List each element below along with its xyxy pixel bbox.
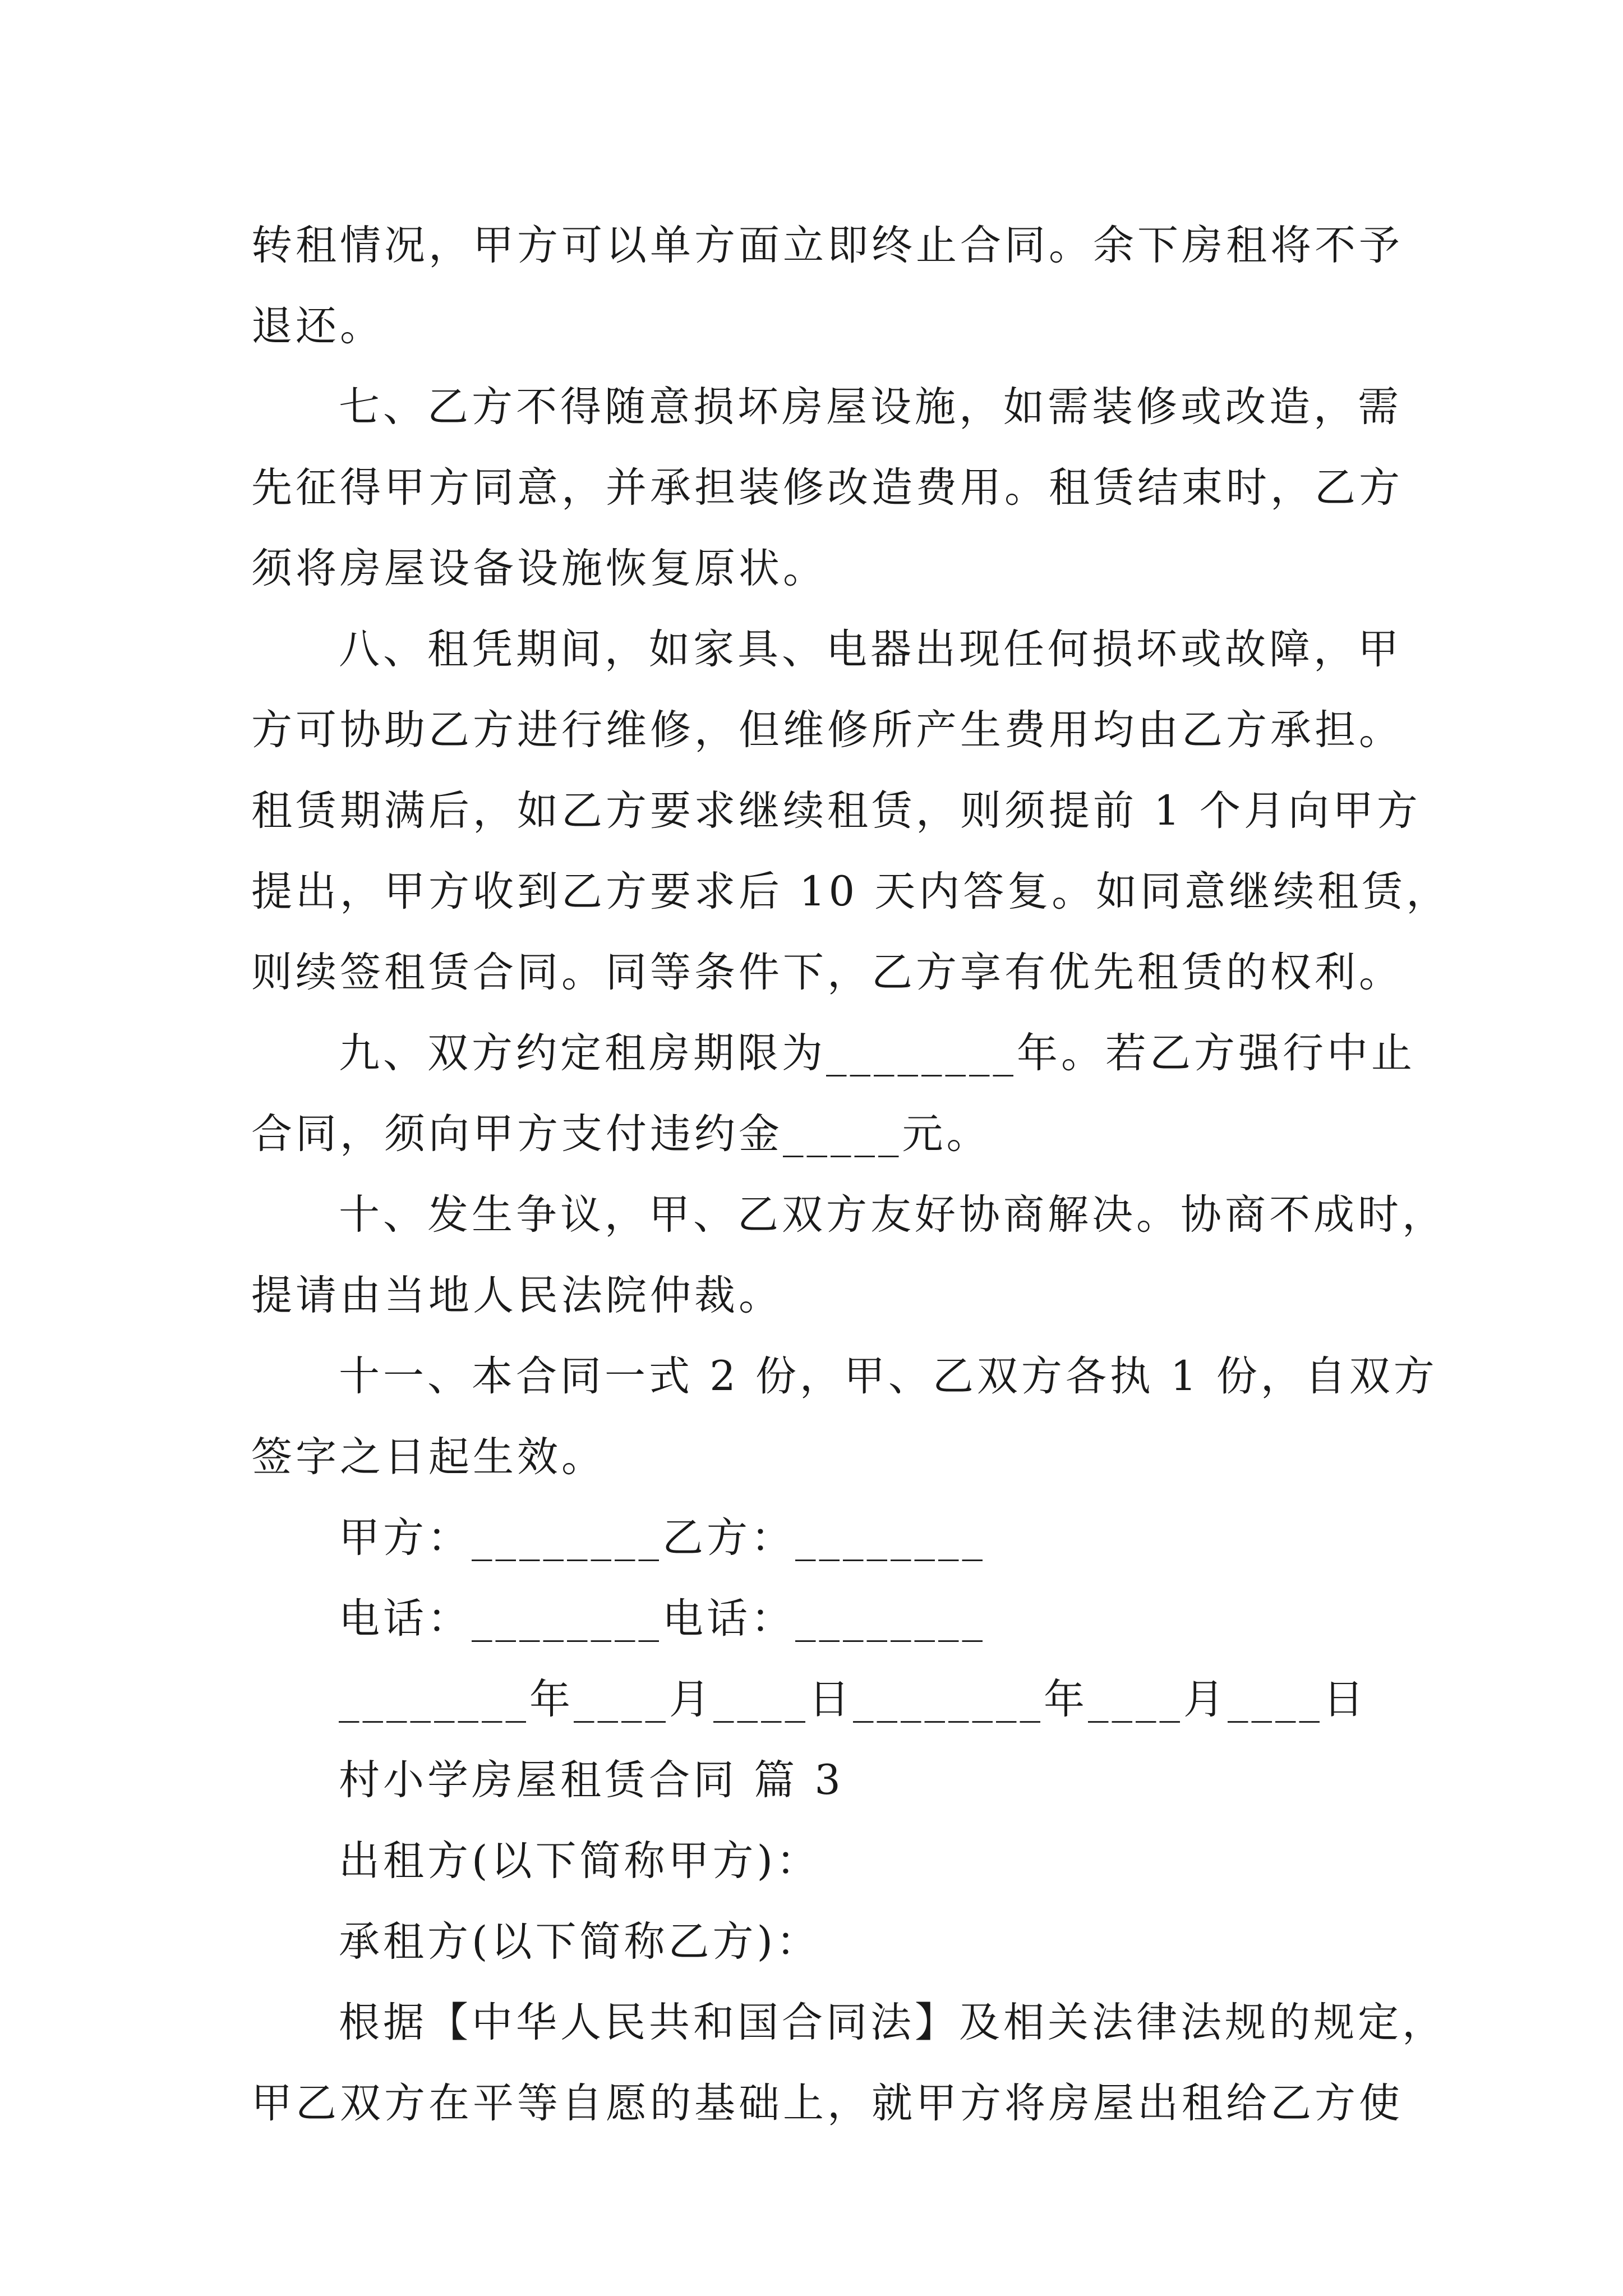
signature-parties-line: 甲方：________乙方：________ (339, 1514, 986, 1562)
text-line: 须将房屋设备设施恢复原状。 (251, 545, 827, 592)
text-line: 转租情况，甲方可以单方面立即终止合同。余下房租将不予 (251, 222, 1403, 269)
lessor-line: 出租方(以下简称甲方)： (339, 1837, 820, 1885)
text-line: 合同，须向甲方支付违约金_____元。 (251, 1110, 991, 1158)
text-line: 提请由当地人民法院仲裁。 (251, 1272, 783, 1319)
preamble-paragraph: 根据【中华人民共和国合同法】及相关法律法规的规定， (339, 1999, 1446, 2046)
text-line: 则续签租赁合同。同等条件下，乙方享有优先租赁的权利。 (251, 949, 1403, 996)
text-line: 退还。 (251, 302, 384, 350)
text-line: 租赁期满后，如乙方要求继续租赁，则须提前 1 个月向甲方 (251, 787, 1421, 835)
clause-8: 八、租凭期间，如家具、电器出现任何损坏或故障，甲 (339, 625, 1402, 673)
lessee-line: 承租方(以下简称乙方)： (339, 1918, 820, 1966)
signature-phone-line: 电话：________电话：________ (339, 1595, 986, 1642)
clause-11: 十一、本合同一式 2 份，甲、乙双方各执 1 份，自双方 (339, 1352, 1438, 1400)
clause-7: 七、乙方不得随意损坏房屋设施，如需装修或改造，需 (339, 383, 1402, 431)
text-line: 签字之日起生效。 (251, 1433, 606, 1481)
signature-date-line: ________年____月____日________年____月____日 (339, 1676, 1367, 1723)
section-title: 村小学房屋租赁合同 篇 3 (339, 1756, 844, 1804)
document-body (251, 205, 1451, 2144)
clause-9: 九、双方约定租房期限为________年。若乙方强行中止 (339, 1029, 1415, 1077)
text-line: 甲乙双方在平等自愿的基础上，就甲方将房屋出租给乙方使 (251, 2079, 1403, 2127)
text-line: 提出，甲方收到乙方要求后 10 天内答复。如同意继续租赁， (251, 868, 1451, 915)
clause-10: 十、发生争议，甲、乙双方友好协商解决。协商不成时， (339, 1191, 1446, 1239)
text-line: 先征得甲方同意，并承担装修改造费用。租赁结束时，乙方 (251, 464, 1403, 512)
text-line: 方可协助乙方进行维修，但维修所产生费用均由乙方承担。 (251, 706, 1403, 754)
